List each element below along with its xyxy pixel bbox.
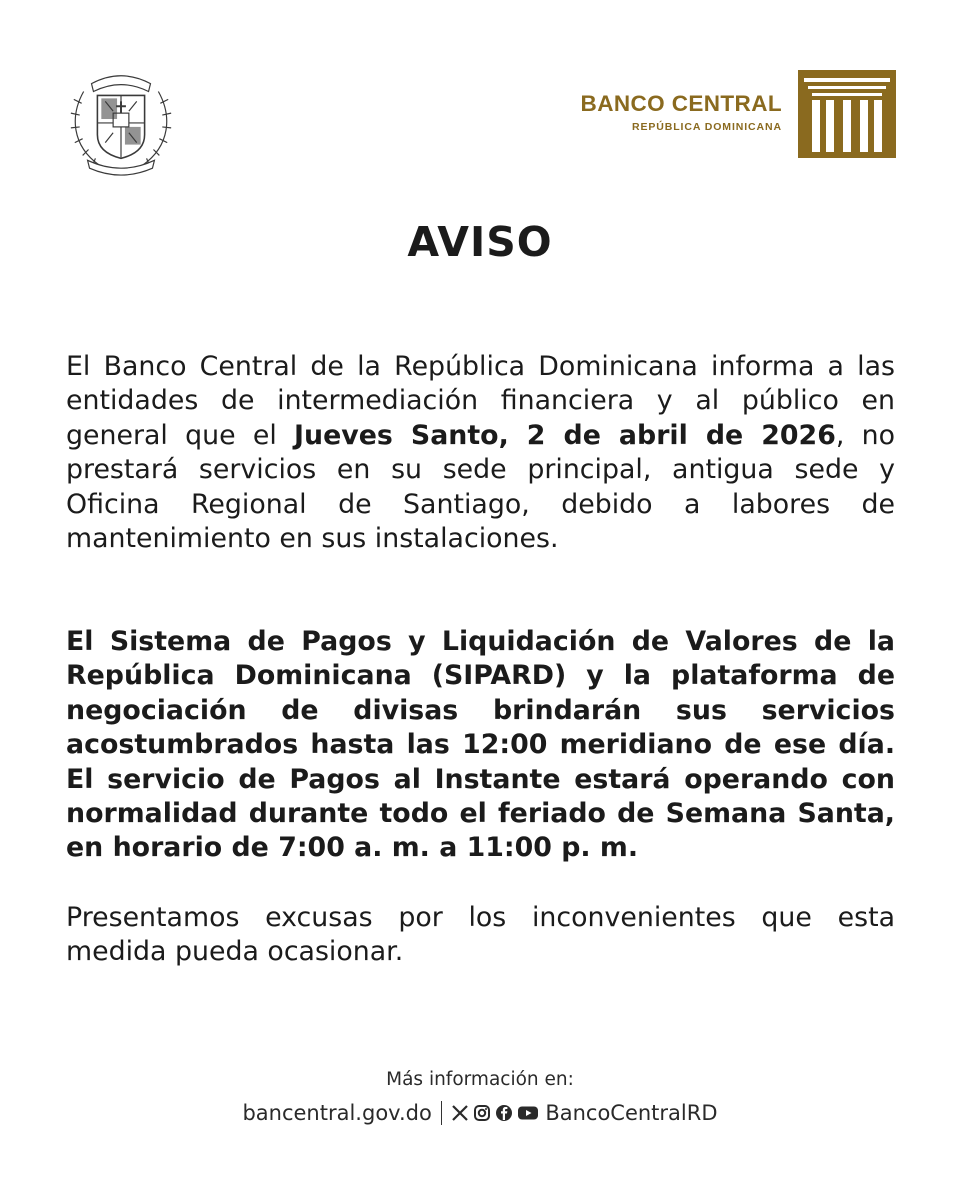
coat-of-arms-seal [62,62,180,180]
paragraph-1-text-end: , no prestará servicios en su sede principal, antigua sede y Oficina Regional de Santiago, debido a labores de mantenimiento en sus instalaciones. [66,419,895,555]
brand-name: BANCO CENTRAL [580,91,782,117]
instagram-icon[interactable] [473,1104,491,1122]
paragraph-closure-notice [66,350,895,556]
paragraph-1-text: El Banco Central de la República Dominicana informa a las entidades de intermediación financiera y al público en general que el [66,351,895,451]
footer-contacts [0,1101,960,1125]
divider [441,1101,443,1125]
youtube-icon[interactable] [517,1104,539,1122]
website-link[interactable]: bancentral.gov.do [242,1101,432,1125]
social-handle[interactable]: BancoCentralRD [545,1101,718,1125]
social-icons [451,1104,539,1122]
x-icon[interactable] [451,1104,469,1122]
brand-text [581,93,782,133]
notice-title: AVISO [407,218,553,266]
paragraph-services-schedule: El Sistema de Pagos y Liquidación de Valores de la República Dominicana (SIPARD) y la plataforma de negociación de divisas brindarán sus servicios acostumbrados hasta las 12:00 meridiano de ese día. El servicio de Pagos al Instante estará operando con normalidad durante todo el feriado de Semana Santa, en horario de 7:00 a. m. a 11:00 p. m. [66,626,895,864]
banco-central-brand [581,70,896,158]
brand-subtitle: REPÚBLICA DOMINICANA [631,120,782,133]
banco-central-logo-icon [798,70,896,158]
holiday-date: Jueves Santo, 2 de abril de 2026 [294,419,836,451]
facebook-icon[interactable] [495,1104,513,1122]
paragraph-apology: Presentamos excusas por los inconvenientes que esta medida pueda ocasionar. [66,902,895,968]
more-info-label: Más información en: [386,1069,574,1090]
